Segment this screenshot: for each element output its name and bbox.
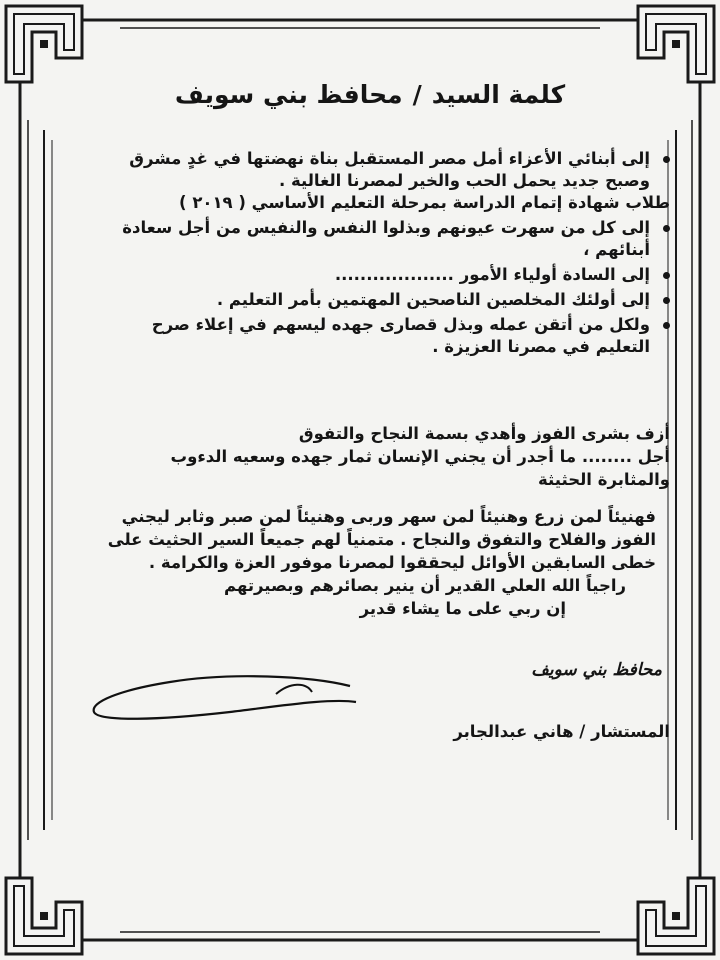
bullet-icon: [663, 156, 670, 163]
effort-paragraph: [70, 445, 670, 491]
paragraph-line: الفوز والفلاح والتفوق والنجاح . متمنياً لهم جميعاً السير الحثيث على: [107, 530, 656, 549]
title-separator: /: [412, 80, 422, 109]
list-item: [70, 217, 670, 261]
document-page: [70, 70, 670, 760]
list-line: إلى السادة أولياء الأمور ...................: [334, 265, 650, 284]
list-item: [70, 314, 670, 358]
bullet-icon: [663, 272, 670, 279]
title-prefix: كلمة السيد: [431, 80, 566, 109]
list-line: التعليم في مصرنا العزيزة .: [432, 337, 650, 356]
bullet-icon: [663, 322, 670, 329]
list-line: طلاب شهادة إتمام الدراسة بمرحلة التعليم الأساسي ( ٢٠١٩ ): [179, 193, 670, 212]
list-line: إلى أولئك المخلصين الناصحين المهتمين بأمر التعليم .: [216, 290, 650, 309]
announcement-paragraph: [70, 422, 670, 445]
list-item: [70, 289, 670, 311]
list-line: إلى أبنائي الأعزاء أمل مصر المستقبل بناة نهضتها في غدٍ مشرق: [129, 149, 650, 168]
dedication-list: [70, 148, 670, 361]
list-item: [70, 148, 670, 214]
page-title: [70, 80, 670, 109]
paragraph-line: أزف بشرى الفوز وأهدي بسمة النجاح والتفوق: [298, 424, 670, 443]
paragraph-line: والمثابرة الحثيثة: [538, 470, 670, 489]
list-item: [70, 264, 670, 286]
paragraph-line: إن ربي على ما يشاء قدير: [359, 599, 566, 618]
title-name: محافظ بني سويف: [174, 80, 403, 109]
signature-block: [70, 660, 670, 770]
paragraph-line: راجياً الله العلي القدير أن ينير بصائرهم وبصيرتهم: [224, 576, 626, 595]
list-line: وصبح جديد يحمل الحب والخير لمصرنا الغالية .: [278, 171, 650, 190]
paragraph-line: خطى السابقين الأوائل ليحققوا لمصرنا موفور العزة والكرامة .: [148, 553, 656, 572]
list-line: أبنائهم ،: [583, 240, 650, 259]
advisor-signature-label: المستشار / هاني عبدالجابر: [453, 722, 670, 741]
paragraph-line: فهنيئاً لمن زرع وهنيئاً لمن سهر وربى وهنيئاً لمن صبر وثابر ليجني: [121, 507, 656, 526]
governor-label: محافظ بني سويف: [531, 660, 662, 680]
congratulation-paragraph: [70, 505, 670, 620]
list-line: ولكل من أتقن عمله وبذل قصارى جهده ليسهم في إعلاء صرح: [151, 315, 650, 334]
handwritten-signature: [80, 668, 360, 728]
bullet-icon: [663, 297, 670, 304]
paragraph-line: أجل ........ ما أجدر أن يجني الإنسان ثمار جهده وسعيه الدءوب: [170, 447, 670, 466]
list-line: إلى كل من سهرت عيونهم وبذلوا النفس والنفيس من أجل سعادة: [122, 218, 650, 237]
bullet-icon: [663, 225, 670, 232]
